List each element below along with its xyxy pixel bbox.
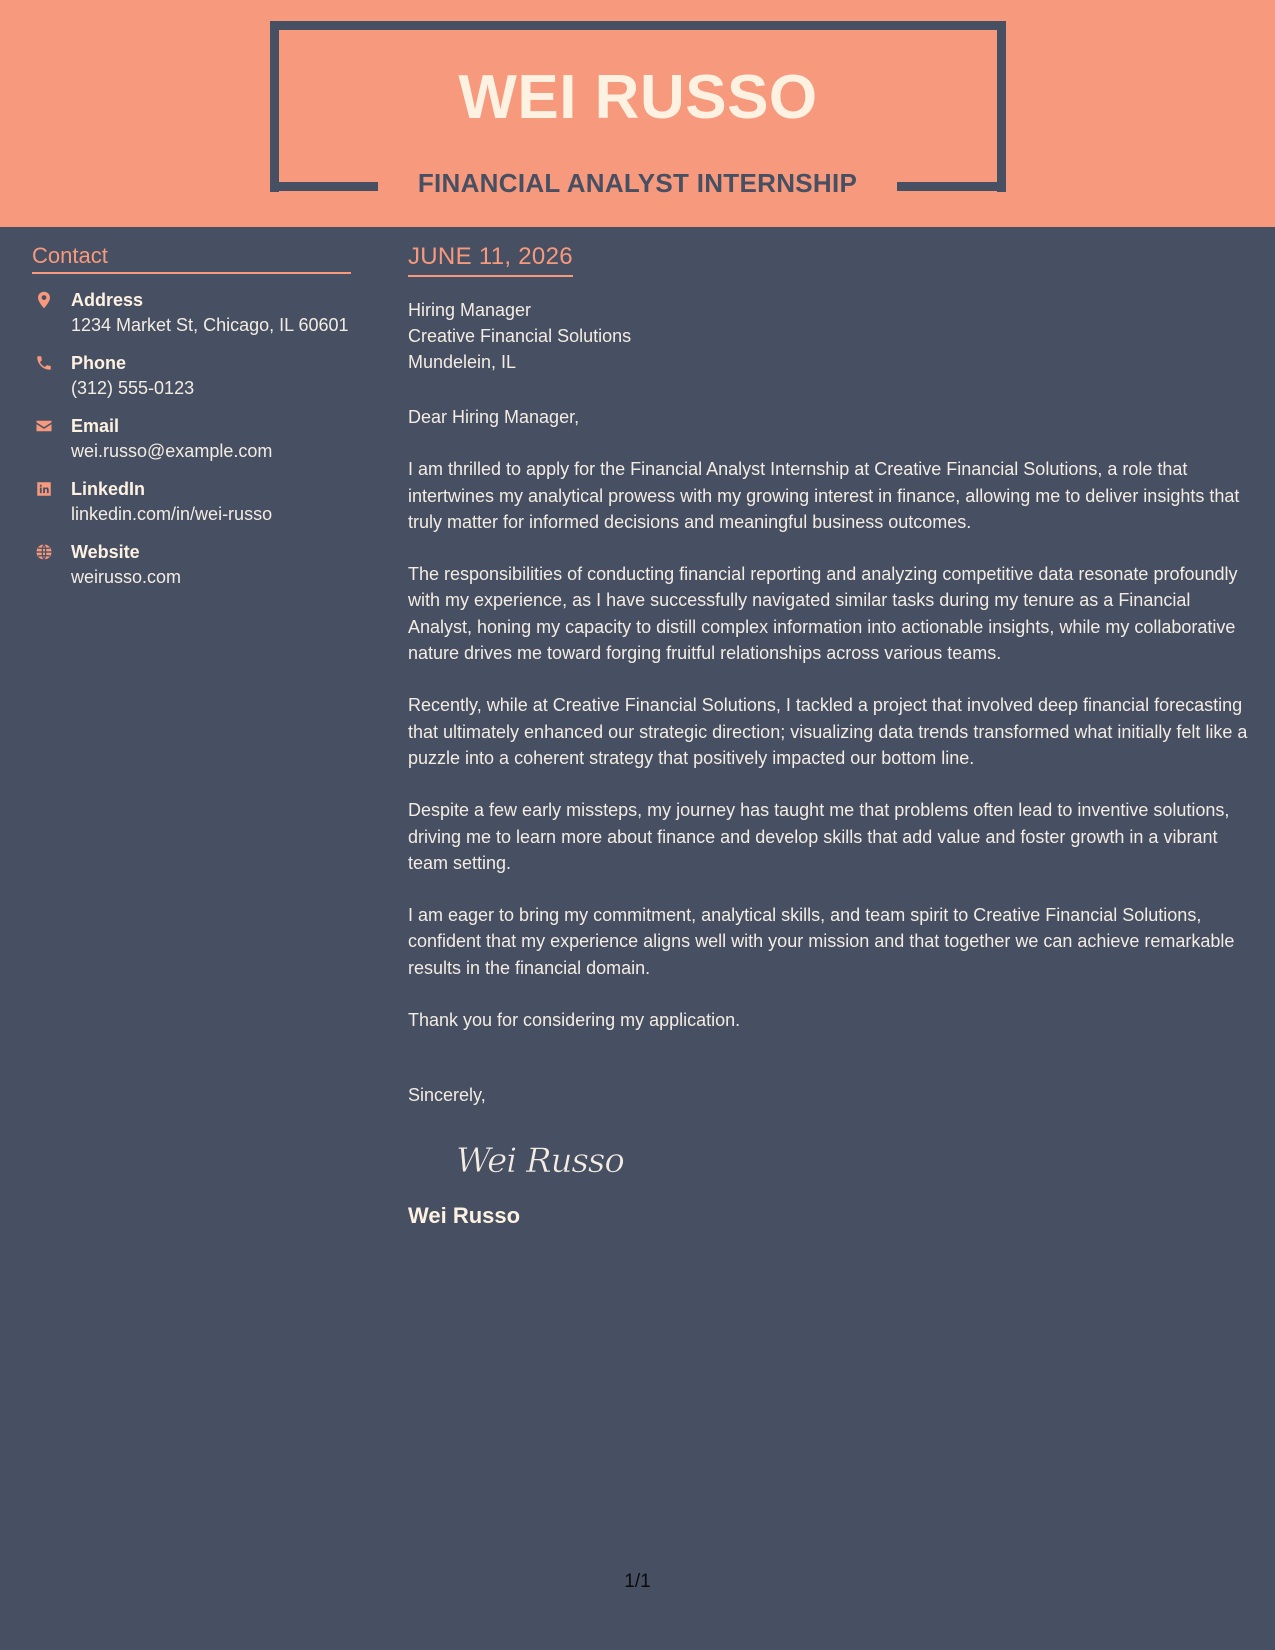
contact-heading: Contact xyxy=(32,243,351,274)
envelope-icon xyxy=(35,417,53,435)
svg-text:Wei Russo: Wei Russo xyxy=(456,1141,624,1182)
paragraph-6: Thank you for considering my application. xyxy=(408,1010,741,1031)
paragraph-3: Recently, while at Creative Financial Solutions, I tackled a project that involved deep financial forecasting that ultimately enhanced our strategic direction; visualizing data trends transformed what initially felt like a puzzle into a coherent strategy that positively impacted our bottom line. xyxy=(408,695,1248,768)
contact-address xyxy=(32,288,351,337)
recipient-block xyxy=(408,297,1253,375)
paragraph-1: I am thrilled to apply for the Financial Analyst Internship at Creative Financial Solutions, a role that intertwines my analytical prowess with my growing interest in finance, allowing me to deliver insights that truly matter for informed decisions and meaningful business outcomes. xyxy=(408,459,1240,532)
contact-email xyxy=(32,414,351,463)
header-frame-bottom-right xyxy=(897,182,1006,191)
job-title: FINANCIAL ANALYST INTERNSHIP xyxy=(417,168,858,198)
email-label: Email xyxy=(71,416,120,436)
website-value: weirusso.com xyxy=(71,567,182,587)
address-label: Address xyxy=(71,290,144,310)
linkedin-label: LinkedIn xyxy=(71,479,146,499)
header-frame-bottom-left xyxy=(270,182,378,191)
closing: Sincerely, xyxy=(408,1085,486,1106)
applicant-name: WEI RUSSO xyxy=(458,63,818,132)
header-banner xyxy=(0,0,1275,227)
recipient-name: Hiring Manager xyxy=(408,300,532,320)
paragraph-5: I am eager to bring my commitment, analytical skills, and team spirit to Creative Financial Solutions, confident that my experience aligns well with your mission and that together we can achieve remarkable results in the financial domain. xyxy=(408,905,1235,978)
linkedin-value: linkedin.com/in/wei-russo xyxy=(71,504,273,524)
contact-phone xyxy=(32,351,351,400)
website-label: Website xyxy=(71,542,140,562)
contact-website xyxy=(32,540,351,589)
globe-icon xyxy=(35,543,53,561)
paragraph-4: Despite a few early missteps, my journey has taught me that problems often lead to inventive solutions, driving me to learn more about finance and develop skills that add value and foster growth in a vibrant team setting. xyxy=(408,800,1230,873)
phone-label: Phone xyxy=(71,353,127,373)
contact-linkedin xyxy=(32,477,351,526)
phone-icon xyxy=(35,354,53,372)
signature-image xyxy=(452,1134,632,1184)
address-value: 1234 Market St, Chicago, IL 60601 xyxy=(71,315,349,335)
signed-name: Wei Russo xyxy=(408,1203,521,1229)
paragraph-2: The responsibilities of conducting financial reporting and analyzing competitive data resonate profoundly with my experience, as I have successfully navigated similar tasks during my tenure as a Financial Analyst, honing my capacity to distill complex information into actionable insights, while my collaborative nature drives me toward forging fruitful relationships across various teams. xyxy=(408,564,1238,664)
salutation: Dear Hiring Manager, xyxy=(408,407,580,427)
contact-sidebar xyxy=(32,243,351,589)
map-pin-icon xyxy=(35,291,53,309)
letter-date: JUNE 11, 2026 xyxy=(408,243,573,277)
letter-body xyxy=(408,243,1253,1229)
page-number: 1/1 xyxy=(624,1571,651,1592)
phone-value: (312) 555-0123 xyxy=(71,378,195,398)
linkedin-icon xyxy=(35,480,53,498)
recipient-location: Mundelein, IL xyxy=(408,352,517,372)
recipient-company: Creative Financial Solutions xyxy=(408,326,632,346)
email-value: wei.russo@example.com xyxy=(71,441,273,461)
